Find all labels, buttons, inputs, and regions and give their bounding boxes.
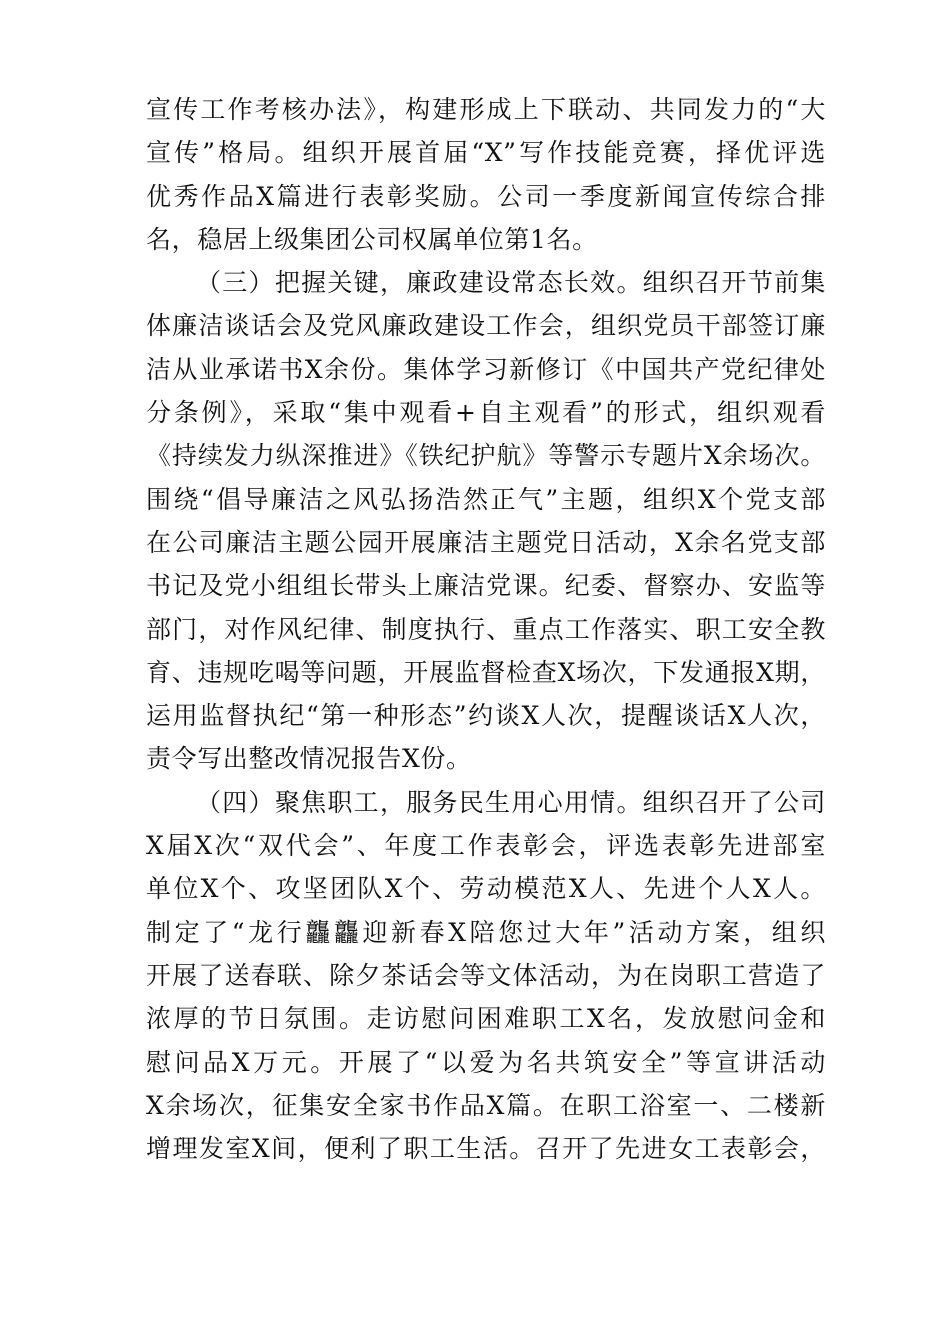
text-line: 在公司廉洁主题公园开展廉洁主题党日活动，X余名党支部 — [146, 527, 826, 557]
text-line: 优秀作品X篇进行表彰奖励。公司一季度新闻宣传综合排 — [146, 181, 826, 211]
text-line: 部门，对作风纪律、制度执行、重点工作落实、职工安全教 — [146, 614, 826, 644]
text-line: 责令写出整改情况报告X份。 — [146, 744, 472, 774]
text-line: 浓厚的节日氛围。走访慰问困难职工X名，发放慰问金和 — [146, 1004, 826, 1034]
text-line: 制定了“龙行龘龘迎新春X陪您过大年”活动方案，组织 — [146, 917, 826, 947]
text-line: 洁从业承诺书X余份。集体学习新修订《中国共产党纪律处 — [146, 354, 826, 384]
text-line: 运用监督执纪“第一种形态”约谈X人次，提醒谈话X人次， — [146, 701, 826, 731]
section-heading-line: （四）聚焦职工，服务民生用心用情。组织召开了公司 — [196, 787, 826, 817]
text-line: 增理发室X间，便利了职工生活。召开了先进女工表彰会， — [146, 1134, 826, 1164]
text-line: 书记及党小组组长带头上廉洁党课。纪委、督察办、安监等 — [146, 571, 826, 601]
text-line: 慰问品X万元。开展了“以爱为名共筑安全”等宣讲活动 — [146, 1047, 826, 1077]
body-text — [146, 88, 826, 1170]
text-line: 单位X个、攻坚团队X个、劳动模范X人、先进个人X人。 — [146, 874, 826, 904]
text-line: 开展了送春联、除夕茶话会等文体活动，为在岗职工营造了 — [146, 960, 826, 990]
text-line: 名，稳居上级集团公司权属单位第1名。 — [146, 224, 598, 254]
section-heading-line: （三）把握关键，廉政建设常态长效。组织召开节前集 — [196, 268, 826, 298]
text-line: 体廉洁谈话会及党风廉政建设工作会，组织党员干部签订廉 — [146, 311, 826, 341]
text-line: 围绕“倡导廉洁之风弘扬浩然正气”主题，组织X个党支部 — [146, 484, 826, 514]
text-line: X届X次“双代会”、年度工作表彰会，评选表彰先进部室 — [146, 831, 826, 861]
text-line: 宣传”格局。组织开展首届“X”写作技能竞赛，择优评选 — [146, 138, 826, 168]
text-line: 《持续发力纵深推进》《铁纪护航》等警示专题片X余场次。 — [146, 441, 826, 471]
text-line: 分条例》，采取“集中观看+自主观看”的形式，组织观看 — [146, 398, 826, 428]
text-line: X余场次，征集安全家书作品X篇。在职工浴室一、二楼新 — [146, 1090, 826, 1120]
text-line: 育、违规吃喝等问题，开展监督检查X场次，下发通报X期， — [146, 657, 826, 687]
text-line: 宣传工作考核办法》，构建形成上下联动、共同发力的“大 — [146, 95, 826, 124]
